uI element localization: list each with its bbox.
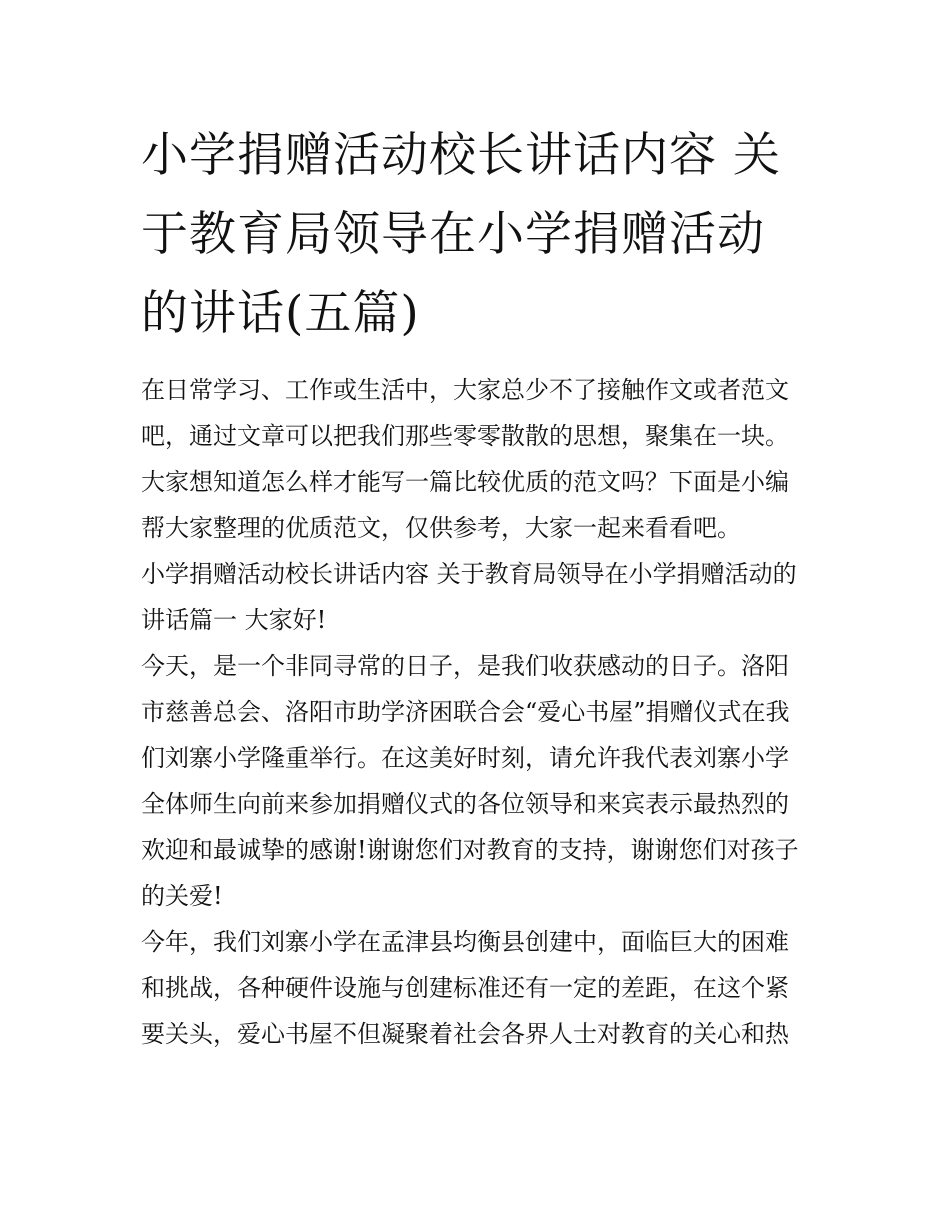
section-heading-paragraph: 小学捐赠活动校长讲话内容 关于教育局领导在小学捐赠活动的讲话篇一 大家好! xyxy=(141,560,797,634)
body-paragraph: 今年，我们刘寨小学在孟津县均衡县创建中，面临巨大的困难和挑战，各种硬件设施与创建标准还有一定的差距，在这个紧要关头，爱心书屋不但凝聚着社会各界人士对教育的关心和热 xyxy=(141,928,789,1048)
body-paragraph: 今天，是一个非同寻常的日子，是我们收获感动的日子。洛阳市慈善总会、洛阳市助学济困联合会“爱心书屋”捐赠仪式在我们刘寨小学隆重举行。在这美好时刻，请允许我代表刘寨小学全体师生向前来参加捐赠仪式的各位领导和来宾表示最热烈的欢迎和最诚挚的感谢!谢谢您们对教育的支持，谢谢您们对孩子的关爱! xyxy=(141,652,799,910)
document-title: 小学捐赠活动校长讲话内容 关于教育局领导在小学捐赠活动的讲话(五篇) xyxy=(141,128,781,341)
intro-paragraph: 在日常学习、工作或生活中，大家总少不了接触作文或者范文吧，通过文章可以把我们那些零零散散的思想，聚集在一块。大家想知道怎么样才能写一篇比较优质的范文吗？下面是小编帮大家整理的优质范文，仅供参考，大家一起来看看吧。 xyxy=(141,376,789,542)
